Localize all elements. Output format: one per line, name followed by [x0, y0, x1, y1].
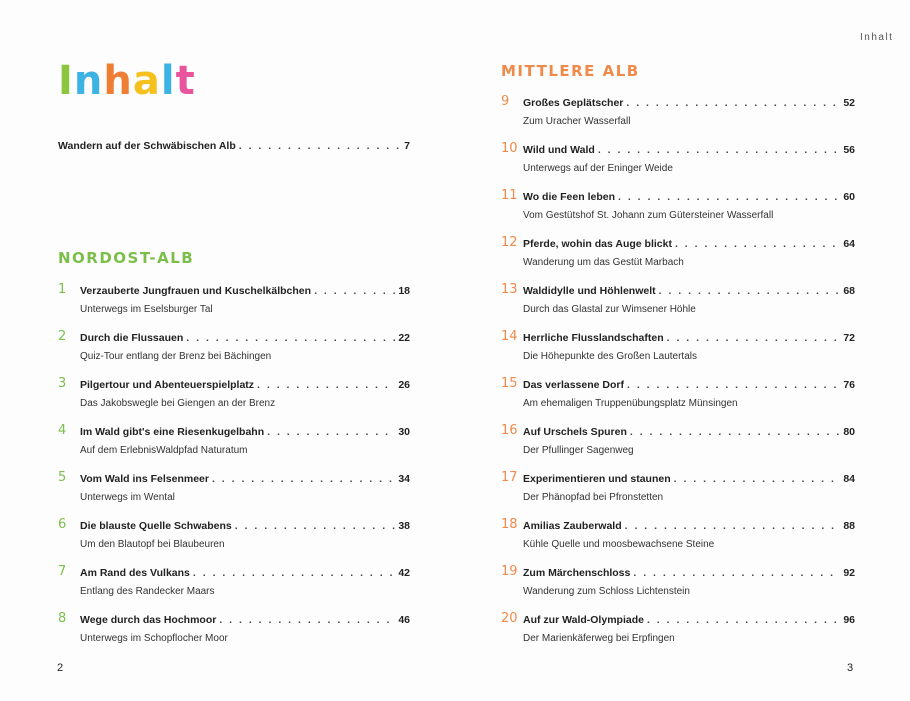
toc-entry[interactable] — [58, 376, 410, 419]
title-letter: a — [132, 58, 161, 104]
dot-leader — [257, 379, 395, 391]
dot-leader — [186, 332, 395, 344]
entry-subtitle: Entlang des Randecker Maars — [80, 586, 215, 597]
dot-leader — [625, 520, 841, 532]
section-title-mittlere: MITTLERE ALB — [501, 62, 640, 80]
entry-title: Am Rand des Vulkans — [80, 567, 190, 579]
entry-number: 17 — [501, 470, 518, 485]
entry-title: Wild und Wald — [523, 144, 595, 156]
entry-page: 46 — [398, 614, 410, 626]
dot-leader — [598, 144, 840, 156]
entry-number: 12 — [501, 235, 518, 250]
entry-subtitle: Wanderung zum Schloss Lichtenstein — [523, 586, 690, 597]
entry-title: Waldidylle und Höhlenwelt — [523, 285, 656, 297]
entry-subtitle: Der Marienkäferweg bei Erpfingen — [523, 633, 675, 644]
entry-subtitle: Unterwegs im Schopflocher Moor — [80, 633, 228, 644]
entry-subtitle: Das Jakobswegle bei Giengen an der Brenz — [80, 398, 276, 409]
dot-leader — [193, 567, 395, 579]
entry-page: 84 — [843, 473, 855, 485]
entry-number: 2 — [58, 329, 67, 344]
toc-entry[interactable] — [58, 282, 410, 325]
entry-title: Amilias Zauberwald — [523, 520, 622, 532]
entry-number: 10 — [501, 141, 518, 156]
dot-leader — [667, 332, 841, 344]
entry-page: 88 — [843, 520, 855, 532]
toc-entry[interactable] — [58, 470, 410, 513]
entry-number: 18 — [501, 517, 518, 532]
entry-subtitle: Am ehemaligen Truppenübungsplatz Münsingen — [523, 398, 738, 409]
entry-page: 68 — [843, 285, 855, 297]
entry-number: 4 — [58, 423, 67, 438]
entry-page: 18 — [398, 285, 410, 297]
toc-entry[interactable] — [501, 141, 855, 184]
title-letter: t — [175, 58, 196, 104]
entry-number: 1 — [58, 282, 67, 297]
entry-title: Vom Wald ins Felsenmeer — [80, 473, 209, 485]
intro-title: Wandern auf der Schwäbischen Alb — [58, 140, 236, 152]
entry-page: 80 — [843, 426, 855, 438]
page-title — [58, 58, 196, 104]
dot-leader — [314, 285, 395, 297]
entry-page: 72 — [843, 332, 855, 344]
entry-number: 8 — [58, 611, 67, 626]
toc-entry[interactable] — [501, 376, 855, 419]
entry-subtitle: Wanderung um das Gestüt Marbach — [523, 257, 684, 268]
entry-number: 19 — [501, 564, 518, 579]
toc-entry[interactable] — [501, 282, 855, 325]
entry-title: Die blauste Quelle Schwabens — [80, 520, 232, 532]
entry-page: 22 — [398, 332, 410, 344]
title-letter: h — [103, 58, 133, 104]
toc-entry[interactable] — [58, 329, 410, 372]
entry-page: 26 — [398, 379, 410, 391]
entry-number: 5 — [58, 470, 67, 485]
toc-entry[interactable] — [501, 517, 855, 560]
entry-title: Auf zur Wald-Olympiade — [523, 614, 644, 626]
toc-entry[interactable] — [58, 517, 410, 560]
entry-title: Herrliche Flusslandschaften — [523, 332, 664, 344]
page-number-right: 3 — [847, 662, 854, 674]
intro-entry[interactable] — [58, 140, 410, 152]
dot-leader — [239, 140, 401, 152]
entry-number: 16 — [501, 423, 518, 438]
entry-subtitle: Kühle Quelle und moosbewachsene Steine — [523, 539, 715, 550]
dot-leader — [212, 473, 395, 485]
section-title-nordost: NORDOST-ALB — [58, 249, 195, 267]
toc-entry[interactable] — [501, 564, 855, 607]
entry-subtitle: Die Höhepunkte des Großen Lautertals — [523, 351, 697, 362]
dot-leader — [633, 567, 840, 579]
entry-number: 20 — [501, 611, 518, 626]
dot-leader — [618, 191, 840, 203]
entry-subtitle: Zum Uracher Wasserfall — [523, 116, 631, 127]
entry-number: 3 — [58, 376, 67, 391]
entry-page: 34 — [398, 473, 410, 485]
entry-title: Durch die Flussauen — [80, 332, 184, 344]
toc-entry[interactable] — [501, 470, 855, 513]
toc-entry[interactable] — [501, 423, 855, 466]
toc-entry[interactable] — [501, 235, 855, 278]
entry-page: 52 — [843, 97, 855, 109]
toc-entry[interactable] — [58, 611, 410, 654]
toc-entry[interactable] — [501, 94, 855, 137]
dot-leader — [219, 614, 395, 626]
dot-leader — [627, 379, 840, 391]
toc-entry[interactable] — [501, 329, 855, 372]
entry-title: Das verlassene Dorf — [523, 379, 624, 391]
entry-number: 14 — [501, 329, 518, 344]
dot-leader — [630, 426, 840, 438]
entry-subtitle: Unterwegs im Eselsburger Tal — [80, 304, 213, 315]
entry-subtitle: Unterwegs auf der Eninger Weide — [523, 163, 673, 174]
dot-leader — [647, 614, 840, 626]
dot-leader — [626, 97, 840, 109]
dot-leader — [675, 238, 840, 250]
title-letter: l — [160, 58, 176, 104]
entry-number: 9 — [501, 94, 510, 109]
entry-subtitle: Um den Blautopf bei Blaubeuren — [80, 539, 225, 550]
entry-page: 42 — [398, 567, 410, 579]
entry-title: Auf Urschels Spuren — [523, 426, 627, 438]
entry-page: 76 — [843, 379, 855, 391]
entry-title: Verzauberte Jungfrauen und Kuschelkälbchen — [80, 285, 312, 297]
entry-subtitle: Der Pfullinger Sagenweg — [523, 445, 634, 456]
entry-title: Wege durch das Hochmoor — [80, 614, 217, 626]
entry-page: 92 — [843, 567, 855, 579]
dot-leader — [267, 426, 395, 438]
toc-entry[interactable] — [501, 188, 855, 231]
toc-entry[interactable] — [58, 423, 410, 466]
entry-subtitle: Auf dem ErlebnisWaldpfad Naturatum — [80, 445, 248, 456]
title-letter: I — [58, 58, 74, 104]
entry-title: Zum Märchenschloss — [523, 567, 631, 579]
entry-page: 64 — [843, 238, 855, 250]
entry-subtitle: Vom Gestütshof St. Johann zum Gütersteiner Wasserfall — [523, 210, 774, 221]
entry-subtitle: Der Phänopfad bei Pfronstetten — [523, 492, 664, 503]
entry-number: 15 — [501, 376, 518, 391]
entry-title: Großes Geplätscher — [523, 97, 624, 109]
toc-entry[interactable] — [501, 611, 855, 654]
entry-subtitle: Quiz-Tour entlang der Brenz bei Bächingen — [80, 351, 272, 362]
entry-title: Wo die Feen leben — [523, 191, 615, 203]
entry-subtitle: Unterwegs im Wental — [80, 492, 175, 503]
dot-leader — [659, 285, 841, 297]
entry-title: Experimentieren und staunen — [523, 473, 671, 485]
toc-entry[interactable] — [58, 564, 410, 607]
dot-leader — [235, 520, 396, 532]
entry-title: Pilgertour und Abenteuerspielplatz — [80, 379, 255, 391]
entry-subtitle: Durch das Glastal zur Wimsener Höhle — [523, 304, 696, 315]
entry-title: Pferde, wohin das Auge blickt — [523, 238, 672, 250]
entry-page: 30 — [398, 426, 410, 438]
entry-number: 11 — [501, 188, 518, 203]
entry-page: 60 — [843, 191, 855, 203]
entry-title: Im Wald gibt's eine Riesenkugelbahn — [80, 426, 265, 438]
entry-number: 7 — [58, 564, 67, 579]
entry-page: 38 — [398, 520, 410, 532]
title-letter: n — [73, 58, 104, 104]
entry-number: 6 — [58, 517, 67, 532]
entry-page: 56 — [843, 144, 855, 156]
running-header: Inhalt — [860, 32, 894, 43]
entry-page: 96 — [843, 614, 855, 626]
dot-leader — [674, 473, 841, 485]
intro-page: 7 — [404, 140, 410, 152]
entry-number: 13 — [501, 282, 518, 297]
page-number-left: 2 — [57, 662, 64, 674]
